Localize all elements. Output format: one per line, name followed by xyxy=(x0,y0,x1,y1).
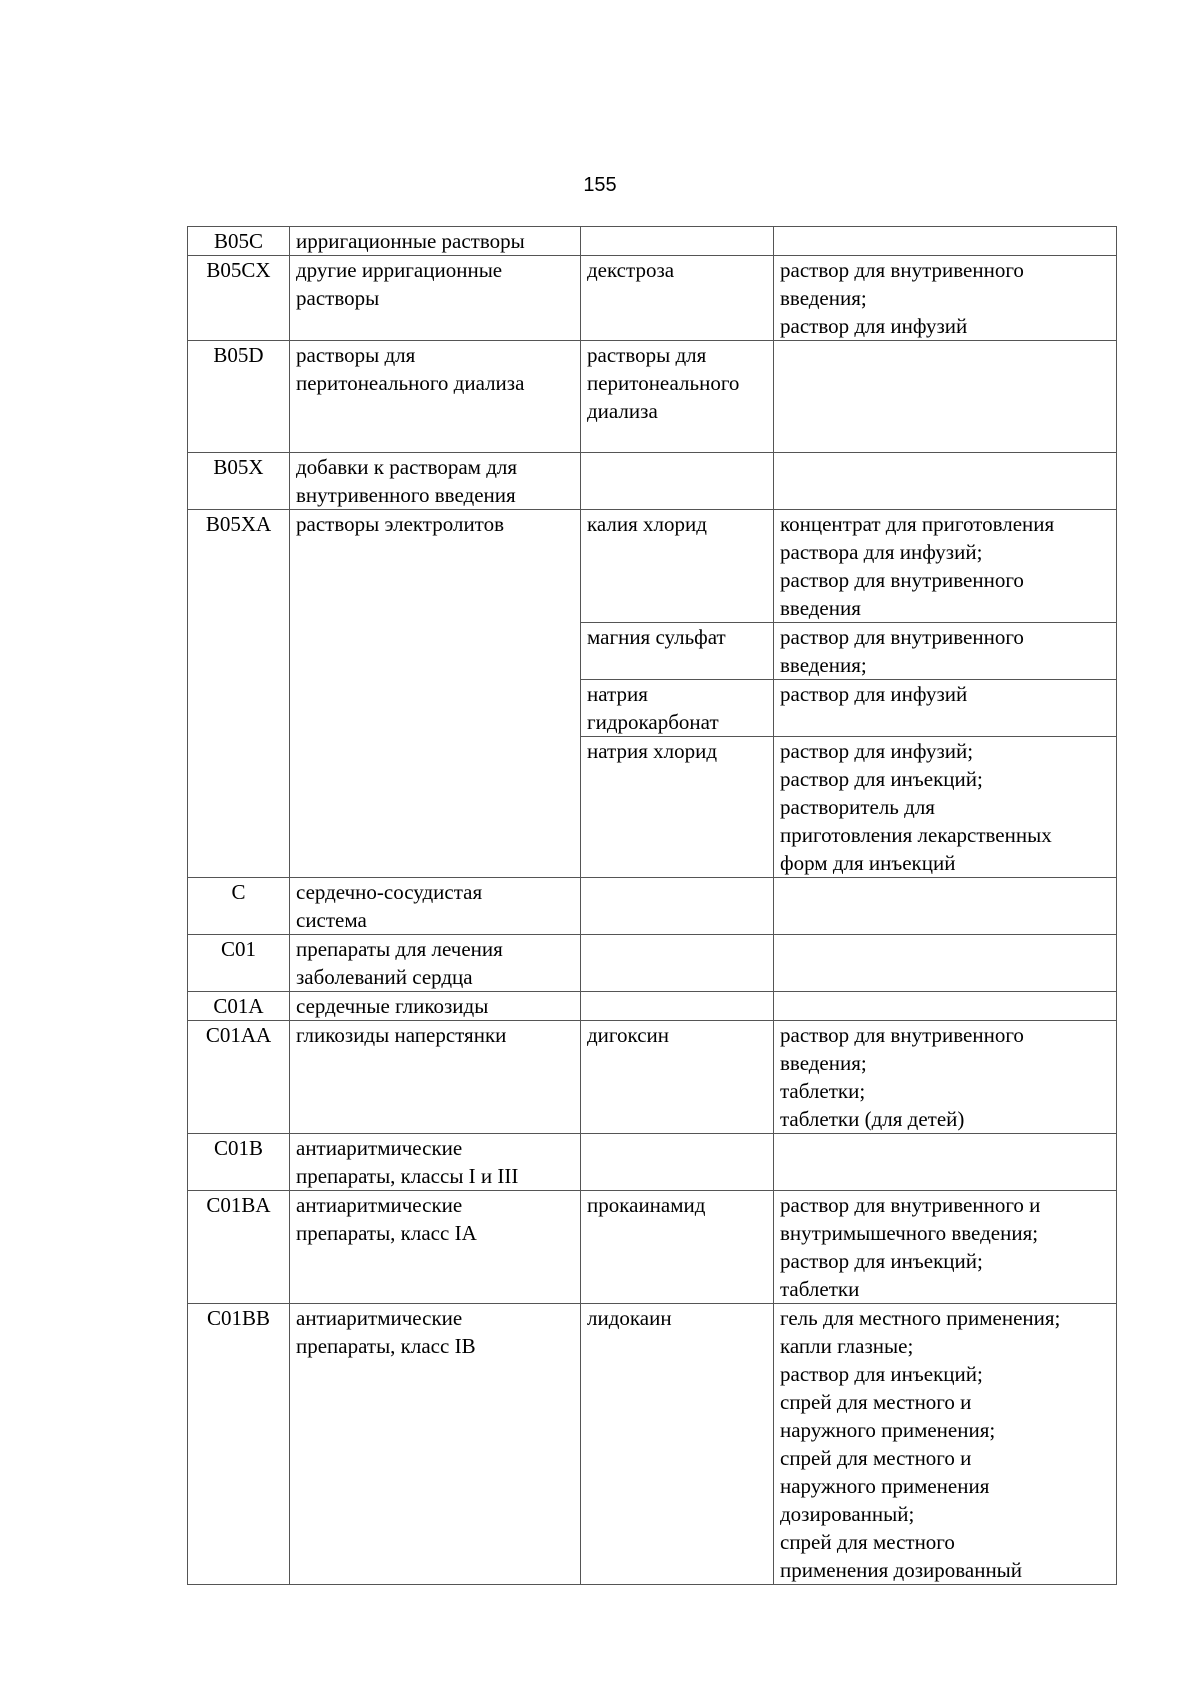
form-cell xyxy=(774,935,1117,992)
atc-code-cell: B05XA xyxy=(188,510,290,878)
drug-cell xyxy=(581,878,774,935)
form-cell: раствор для инфузий xyxy=(774,680,1117,737)
drug-cell xyxy=(581,453,774,510)
drug-cell xyxy=(581,992,774,1021)
table-row xyxy=(188,256,1117,341)
group-cell: растворы для перитонеального диализа xyxy=(290,341,581,453)
drug-table xyxy=(187,226,1117,1585)
drug-cell: прокаинамид xyxy=(581,1191,774,1304)
group-cell: добавки к растворам для внутривенного введения xyxy=(290,453,581,510)
table-row xyxy=(188,1304,1117,1585)
drug-cell: магния сульфат xyxy=(581,623,774,680)
drug-cell: декстроза xyxy=(581,256,774,341)
atc-code-cell: C01BB xyxy=(188,1304,290,1585)
group-cell: другие ирригационные растворы xyxy=(290,256,581,341)
table-row xyxy=(188,1021,1117,1134)
table-row xyxy=(188,510,1117,623)
drug-cell: натрия гидрокарбонат xyxy=(581,680,774,737)
group-cell: ирригационные растворы xyxy=(290,227,581,256)
group-cell: гликозиды наперстянки xyxy=(290,1021,581,1134)
atc-code-cell: B05C xyxy=(188,227,290,256)
drug-cell: дигоксин xyxy=(581,1021,774,1134)
group-cell: сердечно-сосудистая система xyxy=(290,878,581,935)
group-cell: препараты для лечения заболеваний сердца xyxy=(290,935,581,992)
atc-code-cell: C01B xyxy=(188,1134,290,1191)
group-cell: антиаритмические препараты, класс IB xyxy=(290,1304,581,1585)
group-cell: антиаритмические препараты, класс IA xyxy=(290,1191,581,1304)
table-row xyxy=(188,227,1117,256)
table-row xyxy=(188,992,1117,1021)
form-cell: раствор для внутривенного введения; раствор для инфузий xyxy=(774,256,1117,341)
form-cell: раствор для внутривенного введения; xyxy=(774,623,1117,680)
form-cell xyxy=(774,227,1117,256)
table-row xyxy=(188,453,1117,510)
form-cell xyxy=(774,992,1117,1021)
drug-cell xyxy=(581,935,774,992)
group-cell: растворы электролитов xyxy=(290,510,581,878)
table-row xyxy=(188,341,1117,453)
form-cell: раствор для инфузий; раствор для инъекций; растворитель для приготовления лекарственных форм для инъекций xyxy=(774,737,1117,878)
drug-cell xyxy=(581,227,774,256)
form-cell: концентрат для приготовления раствора для инфузий; раствор для внутривенного введения xyxy=(774,510,1117,623)
form-cell xyxy=(774,453,1117,510)
form-cell xyxy=(774,341,1117,453)
table-row xyxy=(188,1191,1117,1304)
group-cell: антиаритмические препараты, классы I и III xyxy=(290,1134,581,1191)
drug-cell: растворы для перитонеального диализа xyxy=(581,341,774,453)
page-number: 155 xyxy=(583,174,617,196)
atc-code-cell: B05D xyxy=(188,341,290,453)
atc-code-cell: B05X xyxy=(188,453,290,510)
form-cell: раствор для внутривенного введения; таблетки; таблетки (для детей) xyxy=(774,1021,1117,1134)
form-cell: гель для местного применения; капли глазные; раствор для инъекций; спрей для местного и наружного применения; спрей для местного и наружного применения дозированный; спрей для местного применения дозированный xyxy=(774,1304,1117,1585)
atc-code-cell: C01AA xyxy=(188,1021,290,1134)
atc-code-cell: C xyxy=(188,878,290,935)
table-row xyxy=(188,935,1117,992)
form-cell xyxy=(774,878,1117,935)
form-cell xyxy=(774,1134,1117,1191)
drug-cell: натрия хлорид xyxy=(581,737,774,878)
table-row xyxy=(188,1134,1117,1191)
drug-cell: калия хлорид xyxy=(581,510,774,623)
atc-code-cell: C01BA xyxy=(188,1191,290,1304)
drug-cell: лидокаин xyxy=(581,1304,774,1585)
atc-code-cell: B05CX xyxy=(188,256,290,341)
group-cell: сердечные гликозиды xyxy=(290,992,581,1021)
table-row xyxy=(188,878,1117,935)
form-cell: раствор для внутривенного и внутримышечного введения; раствор для инъекций; таблетки xyxy=(774,1191,1117,1304)
atc-code-cell: C01A xyxy=(188,992,290,1021)
drug-cell xyxy=(581,1134,774,1191)
atc-code-cell: C01 xyxy=(188,935,290,992)
